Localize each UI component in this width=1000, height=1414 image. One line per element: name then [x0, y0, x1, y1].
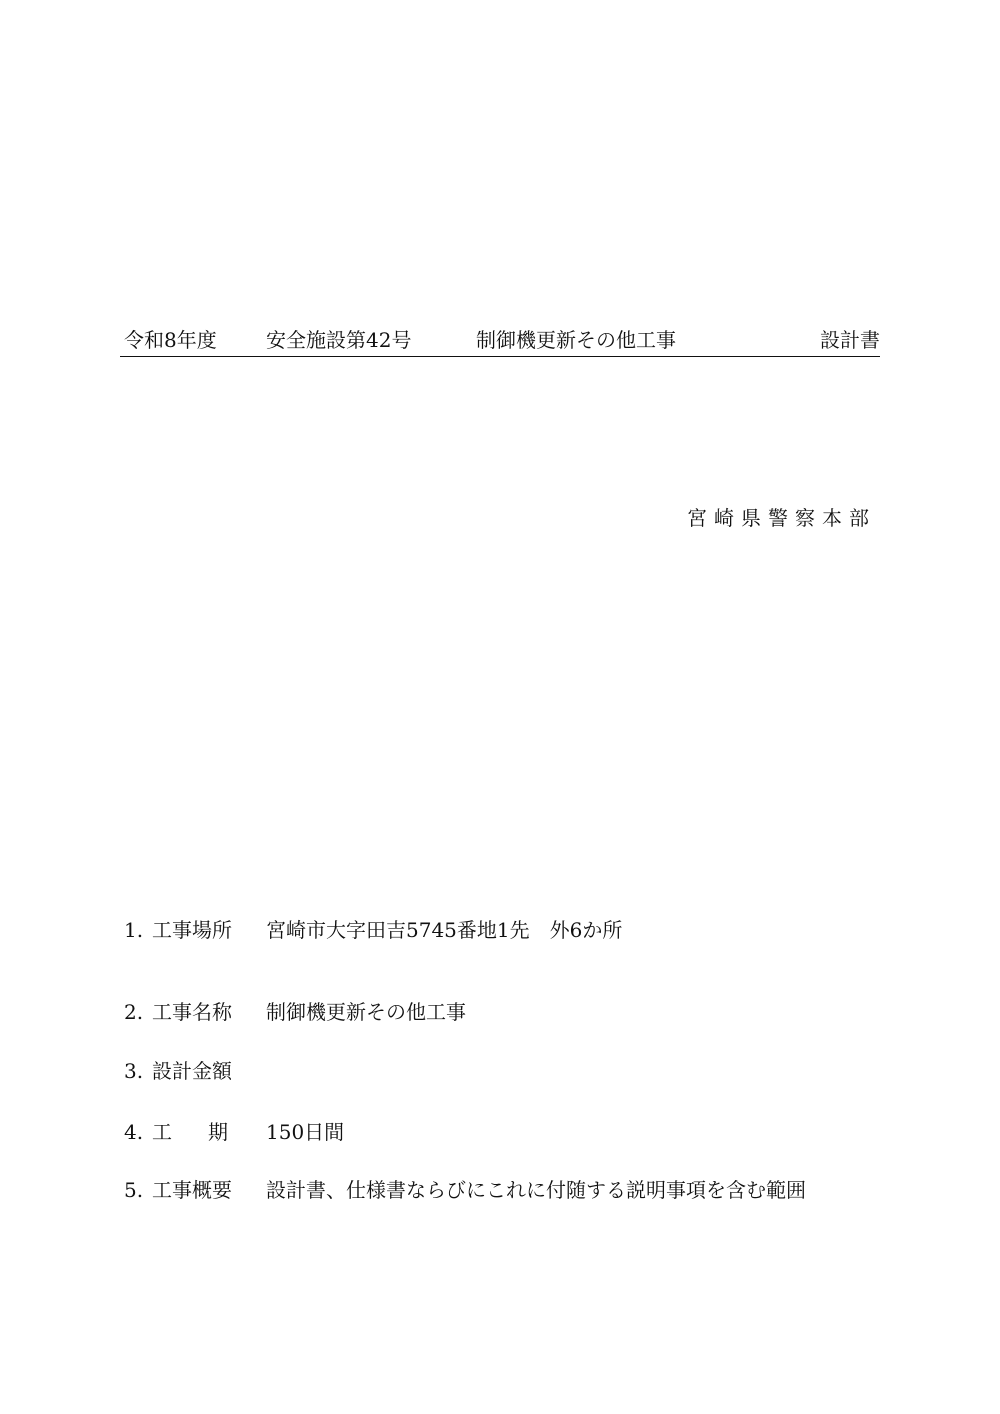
item-label-char: 期 — [208, 1120, 228, 1144]
item-label: 設計金額 — [152, 1059, 232, 1083]
project-name: 制御機更新その他工事 — [476, 328, 676, 352]
fiscal-year: 令和8年度 — [124, 328, 217, 352]
item-number: 1. — [124, 918, 144, 942]
item-label-char: 工 — [152, 1120, 172, 1144]
project-number: 安全施設第42号 — [266, 328, 412, 352]
item-value: 150日間 — [266, 1120, 345, 1144]
item-label: 工事名称 — [152, 1000, 232, 1024]
item-number: 5. — [124, 1178, 144, 1202]
item-label: 工事概要 — [152, 1178, 232, 1202]
item-value: 制御機更新その他工事 — [266, 1000, 466, 1024]
item-value: 宮崎市大字田吉5745番地1先 外6か所 — [266, 918, 623, 942]
item-number: 4. — [124, 1120, 144, 1144]
item-label: 工事場所 — [152, 918, 232, 942]
document-type: 設計書 — [820, 328, 880, 352]
document-title-line — [120, 326, 880, 357]
item-number: 2. — [124, 1000, 144, 1024]
issuer-name: 宮崎県警察本部 — [687, 506, 876, 530]
item-number: 3. — [124, 1059, 144, 1083]
item-value: 設計書、仕様書ならびにこれに付随する説明事項を含む範囲 — [266, 1178, 806, 1202]
